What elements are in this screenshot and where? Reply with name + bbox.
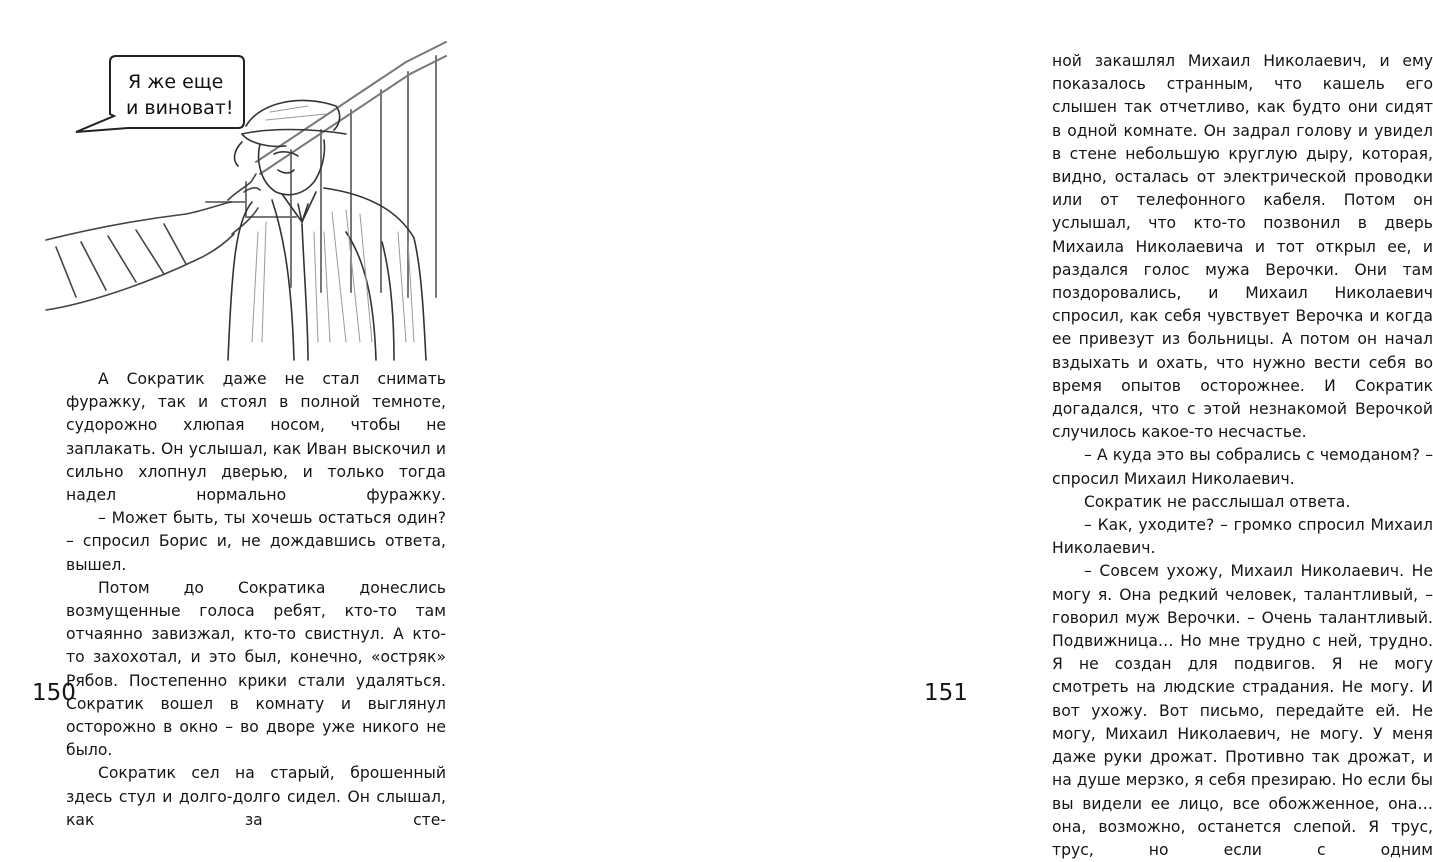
page-number: 151 [924,680,968,706]
paragraph: Сократик сел на старый, брошенный здесь стул и долго-долго сидел. Он слышал, как за сте- [66,764,446,829]
left-page-text [66,368,446,832]
paragraph: Потом до Сократика донеслись возмущенные голоса ребят, кто-то там отчаянно завизжал, кто-то свистнул. А кто-то захохотал, и это был, конечно, «остряк» Рябов. Постепенно крики стали удаляться. Сократик вошел в комнату и выглянул осторожно в окно – во дворе уже никого не было. [66,578,446,760]
paragraph: – Может быть, ты хочешь остаться один? – спросил Борис и, не дождавшись ответа, вышел. [66,509,446,574]
speech-bubble [76,56,244,132]
right-page [500,0,1433,859]
reaching-arm [46,174,260,310]
paragraph: – Как, уходите? – громко спросил Михаил Николаевич. [1052,516,1433,558]
paragraph: ной закашлял Михаил Николаевич, и ему показалось странным, что кашель его слышен так отчетливо, как будто они сидят в одной комнате. Он задрал голову и увидел в стене небольшую круглую дыру, которая, видно, осталась от электрической проводки или от телефонного кабеля. Потом он услышал, что кто-то позвонил в дверь Михаила Николаевича и тот открыл ее, и раздался голос мужа Верочки. Они там поздоровались, и Михаил Николаевич спросил, как себя чувствует Верочка и когда ее привезут из больницы. А потом он начал вздыхать и охать, что нужно вести себя во время опытов осторожнее. И Сократик догадался, что с этой незнакомой Верочкой случилось какое-то несчастье. [1052,52,1433,442]
paragraph: Сократик не расслышал ответа. [1084,492,1351,511]
right-page-text [1052,50,1433,862]
paragraph: – А куда это вы собрались с чемоданом? – спросил Михаил Николаевич. [1052,446,1433,488]
boy-figure [228,100,426,360]
paragraph: – Совсем ухожу, Михаил Николаевич. Не могу я. Она редкий человек, талантливый, – говорил муж Верочки. – Очень талантливый. Подвижница… Но мне трудно с ней, трудно. Я не создан для подвигов. Я не могу смотреть на людские страдания. Не могу. И вот ухожу. Вот письмо, передайте ей. Не могу, Михаил Николаевич, не могу. У меня даже руки дрожат. Противно так дрожат, и на душе мерзко, я себя презираю. Но если бы вы видели ее лицо, все обожженное, она… она, возможно, останется слепой. Я трус, трус, но если с одним [1052,562,1433,859]
page-number: 150 [32,680,76,706]
pencil-illustration [46,42,446,360]
left-page [0,0,500,829]
bubble-line-1: Я же еще [128,71,224,93]
paragraph: А Сократик даже не стал снимать фуражку, так и стоял в полной темноте, судорожно хлюпая носом, чтобы не заплакать. Он услышал, как Иван выскочил и сильно хлопнул дверью, и только тогда надел нормально фуражку. [66,370,446,505]
bubble-line-2: и виноват! [126,97,234,119]
